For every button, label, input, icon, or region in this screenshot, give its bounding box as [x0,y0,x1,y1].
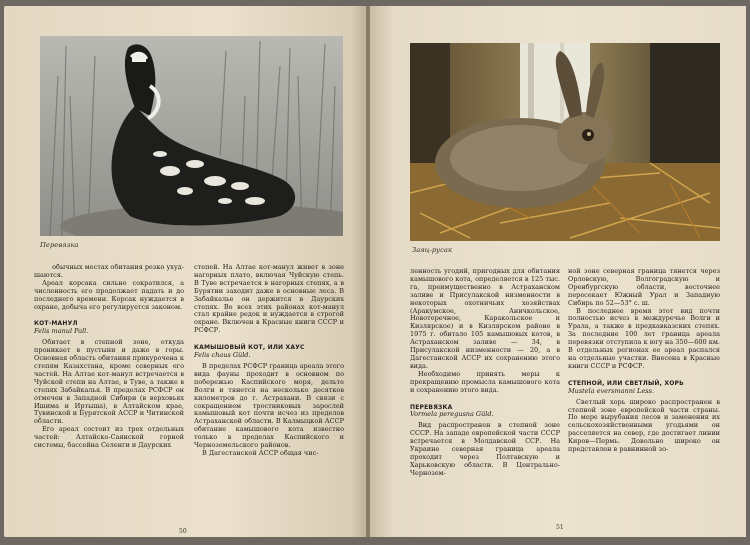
paragraph: Светлый хорь широко распространен в степной зоне европейской части страны. По мере вырубания лесов и заменения их сельскохозяйственными угодьями он расселяется на север, где достигает линии Киров—Пермь. Довольно широко он представлен в равнинной зо- [568,397,720,454]
paragraph: ной зоне северная граница тянется через Орловскую, Волгоградскую и Оренбургскую области, восточнее пересекает Южный Урал и Западную Сибирь по 52—53° с. ш. [568,267,720,307]
paragraph: Необходимо принять меры к прекращению промысла камышового кота и сохранению этого вида. [410,369,560,394]
paragraph: В Дагестанской АССР общая чис- [202,448,319,457]
latin-name: Vormela peregusna Güld. [410,410,494,419]
right-page [370,6,746,537]
text-line: шаются. [34,270,63,279]
page-number: 50 [179,528,187,535]
paragraph: Вид распространен в степной зоне СССР. На западе европейской части СССР встречается в Молдавской ССР. На Украине северная граница ареала проходит через Полтавскую и Харьковскую области. В Центрально-Чернозем- [410,421,560,477]
latin-name: Mustela eversmanni Less. [568,386,654,395]
latin-name: Felis chaus Güld. [194,351,251,360]
latin-name: Felis manul Pall. [34,327,89,336]
section-heading: СТЕПНОЙ, ИЛИ СВЕТЛЫЙ, ХОРЬ [568,379,684,387]
section-heading: КОТ-МАНУЛ [34,320,78,328]
paragraph: Обитает в степной зоне, откуда проникает в пустыни и даже в горы. Основная область обитания прикурочена к степям Казахстана, кроме северных его частей. На Алтае кот-манул встречается в Чуйской степи на Алтае, в Туве, а также в степях Забайкалья. В пределах РСФСР он отмечен в Западной Сибири (в верховьях Ишима и Иртыша), в Алтайском крае, Тувинской и Бурятской АССР и Читинской области. [34,338,184,426]
paragraph: Ареал корсака сильно сократился, а численность его продолжает падать и до последнего времени. Корсак нуждается в охране, добыча его регулируется законом. [34,278,184,311]
text-line: обычных местах обитания резко ухуд- [52,263,184,271]
paragraph: В последнее время этот вид почти полностью исчез в междуречье Волги и Урала, а также в предкавказских степях. За последние 100 лет граница ареала перевязки отступила к югу на 350—600 км. В отдельных регионах ее ареал распался на отдельные участки. Внесена в Красные книги СССР и РСФСР. [568,306,720,370]
left-page-column-2 [194,264,344,458]
right-page-column-2 [568,268,720,454]
hare-photo [410,43,720,241]
paragraph: В пределах РСФСР граница ареала этого вида фауны проходит в основном по побережью Каспийского моря, дельте Волги и тянется на несколько десятков километров до г. Астрахани. В связи с сокращением тростниковых зарослей камышовый кот почти исчез из пределов Астраханской области. В Калмыцкой АССР обитание камышового кота известно только в пределах Каспийского и Черноземельского районов. [194,361,344,450]
photo-caption: Заяц-русак [412,246,453,254]
paragraph: Его ареал состоит из трех отдельных частей: Алтайско-Саянской горной системы, бассейна Селенги и Даурских [34,425,184,450]
left-page [4,6,366,537]
left-page-column-1 [34,264,184,450]
marbled-polecat-photo [40,36,343,236]
paragraph: степей. На Алтае кот-манул живет в зоне нагорных плато, включая Чуйскую степь. В Туве встречается в нагорных степях, а в Бурятии заходит даже в основные леса. В Забайкалье он держится в Даурских степях. Во всех этих районах кот-манул стал крайне редок и нуждается в строгой охране. Включен в Красные книги СССР и РСФСР. [194,263,344,335]
section-heading: КАМЫШОВЫЙ КОТ, ИЛИ ХАУС [194,344,305,352]
paragraph: ленность угодий, пригодных для обитания камышового кота, определяется в 125 тыс. га, преимущественно в Астраханском заливе и Присулакской низменности в некоторых охотничьих хозяйствах (Аракумское, Аничкольское, Новотеречное, Каракольское и Кизлярское) и в Кизлярском районе в 1975 г. обитало 105 камышовых котов, в Астраханском заливе — 34, в Присулакской низменности — 20, а в Дагестанской АССР их сохранению этого вида. [410,267,560,370]
photo-caption: Перевязка [40,241,79,249]
right-page-column-1 [410,268,560,478]
section-heading: ПЕРЕВЯЗКА [410,403,453,411]
page-number: 51 [556,524,564,531]
